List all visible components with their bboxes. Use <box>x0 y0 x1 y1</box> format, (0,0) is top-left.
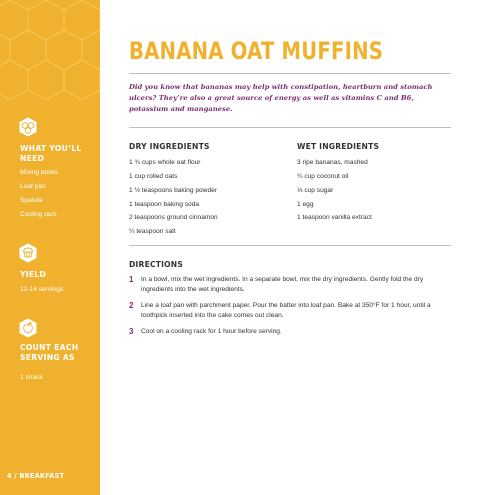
step-text: In a bowl, mix the wet ingredients. In a separate bowl, mix the dry ingredients. Gently fold the dry ingredients into the wet ingredients. <box>141 276 424 293</box>
step-number: 3 <box>129 327 134 336</box>
count-heading: COUNT EACH SERVING AS <box>20 343 79 362</box>
wet-ingredient-item: ¼ cup coconut oil <box>297 173 349 180</box>
step-text: Cool on a cooling rack for 1 hour before serving. <box>141 328 282 335</box>
page-footer: 4 / BREAKFAST <box>7 472 65 480</box>
equipment-item: Cooling rack <box>20 211 57 218</box>
wet-ingredient-item: 1 egg <box>297 201 314 208</box>
divider <box>129 245 451 246</box>
wet-ingredient-item: ⅓ cup sugar <box>297 187 334 194</box>
honeycomb-pattern <box>0 0 100 100</box>
dry-ingredient-item: 1 ½ teaspoons baking powder <box>129 187 217 194</box>
wet-ingredient-item: 3 ripe bananas, mashed <box>297 159 368 166</box>
sidebar <box>0 0 100 495</box>
equipment-item: Mixing bowls <box>20 169 58 176</box>
count-value: 1 snack <box>20 374 43 381</box>
dry-ingredient-item: ¼ teaspoon salt <box>129 228 176 235</box>
equipment-item: Loaf pan <box>20 183 46 190</box>
recipe-title: BANANA OAT MUFFINS <box>129 37 384 65</box>
step-number: 2 <box>129 301 134 310</box>
dry-ingredient-item: 2 teaspoons ground cinnamon <box>129 214 218 221</box>
step-text: Line a loaf pan with parchment paper. Pour the batter into loaf pan. Bake at 350°F for 1 hour, until a toothpick inserted into the cake comes out clean. <box>141 302 431 319</box>
muffin-icon <box>19 243 37 263</box>
equipment-item: Spatula <box>20 197 43 204</box>
dry-ingredients-heading: DRY INGREDIENTS <box>129 142 210 151</box>
wet-ingredient-item: 1 teaspoon vanilla extract <box>297 214 372 221</box>
dry-ingredient-item: 1 teaspoon baking soda <box>129 201 200 208</box>
apple-icon <box>19 318 37 338</box>
dry-ingredient-item: 1 cup rolled oats <box>129 173 178 180</box>
dry-ingredient-item: 1 ¾ cups whole oat flour <box>129 159 201 166</box>
what-you-need-heading: WHAT YOU’LL NEED <box>20 144 82 163</box>
divider <box>129 127 451 128</box>
intro-text: Did you know that bananas may help with constipation, heartburn and stomach ulcers? They’re also a great source of energy as well as vitamins C and B6, potassium and manganese. <box>129 83 433 113</box>
wet-ingredients-heading: WET INGREDIENTS <box>297 142 380 151</box>
divider <box>129 73 451 74</box>
step-number: 1 <box>129 275 134 284</box>
yield-value: 12-14 servings <box>20 286 64 293</box>
directions-heading: DIRECTIONS <box>129 260 184 269</box>
yield-heading: YIELD <box>20 270 47 279</box>
honeycomb-icon <box>19 117 37 137</box>
